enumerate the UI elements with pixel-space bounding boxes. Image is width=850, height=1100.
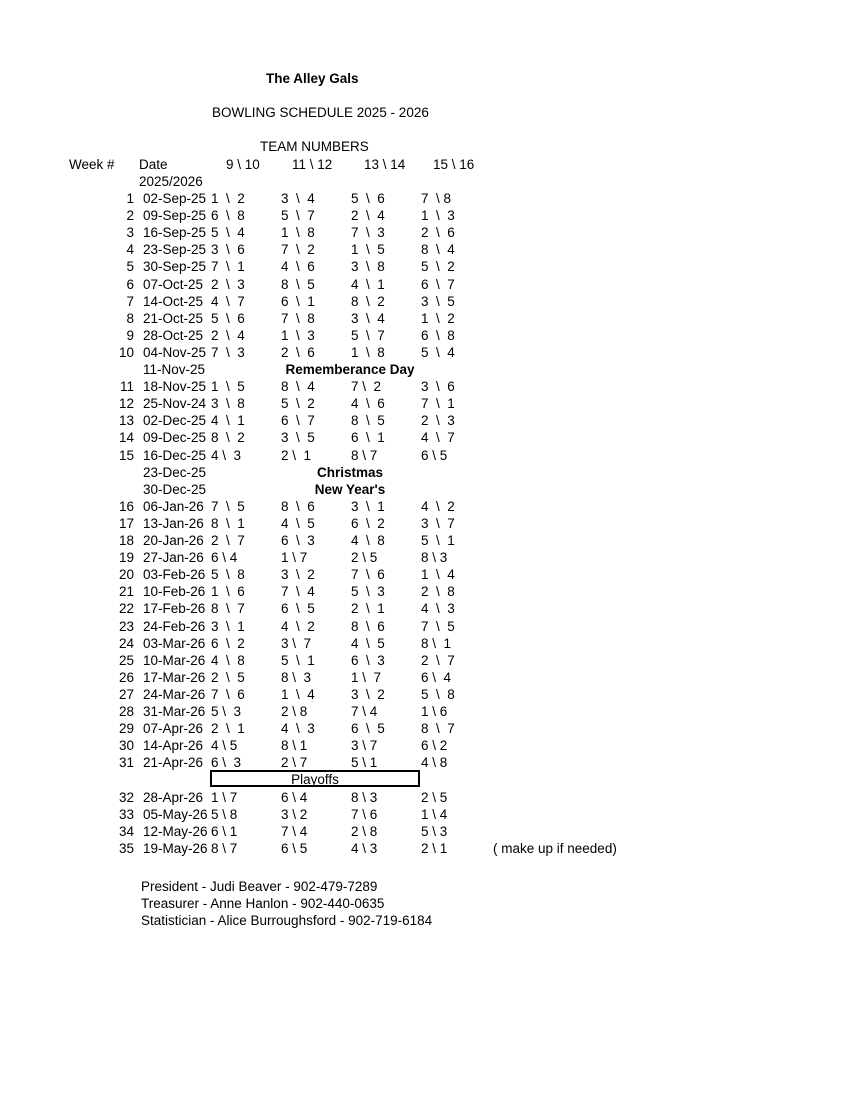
matchup-lanes-15-16: 2 \ 5 bbox=[421, 790, 448, 805]
matchup-lanes-9-10: 4 \ 3 bbox=[211, 448, 242, 463]
match-date: 28-Oct-25 bbox=[143, 328, 204, 343]
match-date: 02-Sep-25 bbox=[143, 191, 207, 206]
matchup-lanes-13-14: 7 \ 3 bbox=[351, 225, 385, 240]
matchup-lanes-11-12: 8 \ 5 bbox=[281, 277, 315, 292]
week-number: 7 bbox=[126, 294, 134, 309]
match-date: 18-Nov-25 bbox=[143, 379, 207, 394]
matchup-lanes-11-12: 6 \ 5 bbox=[281, 841, 308, 856]
match-date: 25-Nov-24 bbox=[143, 396, 207, 411]
week-number: 5 bbox=[126, 259, 134, 274]
matchup-lanes-15-16: 7 \ 1 bbox=[421, 396, 455, 411]
matchup-lanes-13-14: 5 \ 6 bbox=[351, 191, 385, 206]
playoffs-banner bbox=[210, 770, 420, 787]
matchup-lanes-11-12: 5 \ 2 bbox=[281, 396, 315, 411]
matchup-lanes-9-10: 3 \ 8 bbox=[211, 396, 245, 411]
matchup-lanes-13-14: 8 \ 7 bbox=[351, 448, 378, 463]
matchup-lanes-15-16: 2 \ 3 bbox=[421, 413, 455, 428]
matchup-lanes-9-10: 5 \ 6 bbox=[211, 311, 245, 326]
match-date: 20-Jan-26 bbox=[143, 533, 204, 548]
matchup-lanes-15-16: 3 \ 5 bbox=[421, 294, 455, 309]
matchup-lanes-11-12: 1 \ 8 bbox=[281, 225, 315, 240]
week-number: 34 bbox=[118, 824, 134, 839]
matchup-lanes-9-10: 3 \ 6 bbox=[211, 242, 245, 257]
matchup-lanes-15-16: 1 \ 6 bbox=[421, 704, 448, 719]
week-number: 4 bbox=[126, 242, 134, 257]
week-number: 16 bbox=[118, 499, 134, 514]
match-date: 06-Jan-26 bbox=[143, 499, 204, 514]
matchup-lanes-15-16: 6 \ 5 bbox=[421, 448, 448, 463]
matchup-lanes-15-16: 2 \ 1 bbox=[421, 841, 448, 856]
matchup-lanes-11-12: 7 \ 8 bbox=[281, 311, 315, 326]
matchup-lanes-11-12: 8 \ 3 bbox=[281, 670, 312, 685]
matchup-lanes-13-14: 5 \ 7 bbox=[351, 328, 385, 343]
matchup-lanes-13-14: 1 \ 7 bbox=[351, 670, 382, 685]
matchup-lanes-13-14: 6 \ 5 bbox=[351, 721, 385, 736]
matchup-lanes-13-14: 3 \ 1 bbox=[351, 499, 385, 514]
matchup-lanes-13-14: 7 \ 6 bbox=[351, 807, 378, 822]
holiday-label: Rememberance Day bbox=[285, 362, 415, 377]
contact-statistician: Statistician - Alice Burroughsford - 902-719-6184 bbox=[141, 913, 433, 928]
match-date: 21-Apr-26 bbox=[143, 755, 204, 770]
matchup-lanes-13-14: 6 \ 3 bbox=[351, 653, 385, 668]
matchup-lanes-15-16: 2 \ 8 bbox=[421, 584, 455, 599]
week-number: 14 bbox=[118, 430, 134, 445]
matchup-lanes-9-10: 6 \ 1 bbox=[211, 824, 238, 839]
matchup-lanes-9-10: 7 \ 1 bbox=[211, 259, 245, 274]
lane-header-13-14: 13 \ 14 bbox=[364, 157, 406, 172]
matchup-lanes-11-12: 7 \ 4 bbox=[281, 824, 308, 839]
matchup-lanes-11-12: 3 \ 7 bbox=[281, 636, 312, 651]
week-number: 1 bbox=[126, 191, 134, 206]
matchup-lanes-9-10: 5 \ 8 bbox=[211, 567, 245, 582]
matchup-lanes-15-16: 4 \ 2 bbox=[421, 499, 455, 514]
week-number: 6 bbox=[126, 277, 134, 292]
matchup-lanes-11-12: 3 \ 4 bbox=[281, 191, 315, 206]
matchup-lanes-11-12: 5 \ 1 bbox=[281, 653, 315, 668]
matchup-lanes-9-10: 7 \ 6 bbox=[211, 687, 245, 702]
matchup-lanes-13-14: 4 \ 3 bbox=[351, 841, 378, 856]
matchup-lanes-13-14: 3 \ 2 bbox=[351, 687, 385, 702]
matchup-lanes-11-12: 3 \ 2 bbox=[281, 807, 308, 822]
matchup-lanes-11-12: 8 \ 1 bbox=[281, 738, 308, 753]
matchup-lanes-9-10: 4 \ 7 bbox=[211, 294, 245, 309]
match-date: 03-Feb-26 bbox=[143, 567, 206, 582]
matchup-lanes-15-16: 6 \ 2 bbox=[421, 738, 448, 753]
week-number: 26 bbox=[118, 670, 134, 685]
match-date: 14-Oct-25 bbox=[143, 294, 204, 309]
matchup-lanes-13-14: 4 \ 5 bbox=[351, 636, 385, 651]
match-date: 10-Mar-26 bbox=[143, 653, 206, 668]
matchup-lanes-13-14: 1 \ 8 bbox=[351, 345, 385, 360]
holiday-label: New Year's bbox=[314, 482, 386, 497]
matchup-lanes-13-14: 4 \ 8 bbox=[351, 533, 385, 548]
matchup-lanes-15-16: 7 \ 5 bbox=[421, 619, 455, 634]
match-date: 17-Feb-26 bbox=[143, 601, 206, 616]
week-number: 3 bbox=[126, 225, 134, 240]
matchup-lanes-15-16: 5 \ 1 bbox=[421, 533, 455, 548]
week-number: 21 bbox=[118, 584, 134, 599]
match-date: 17-Mar-26 bbox=[143, 670, 206, 685]
team-numbers-label: TEAM NUMBERS bbox=[260, 139, 369, 154]
matchup-lanes-13-14: 7 \ 6 bbox=[351, 567, 385, 582]
matchup-lanes-15-16: 7 \ 8 bbox=[421, 191, 452, 206]
week-number: 18 bbox=[118, 533, 134, 548]
match-date: 27-Jan-26 bbox=[143, 550, 204, 565]
holiday-date: 30-Dec-25 bbox=[143, 482, 207, 497]
week-number: 10 bbox=[118, 345, 134, 360]
match-date: 23-Sep-25 bbox=[143, 242, 207, 257]
holiday-label: Christmas bbox=[316, 465, 384, 480]
matchup-lanes-13-14: 6 \ 2 bbox=[351, 516, 385, 531]
matchup-lanes-11-12: 1 \ 7 bbox=[281, 550, 308, 565]
season-label: 2025/2026 bbox=[139, 174, 203, 189]
week-number: 15 bbox=[118, 448, 134, 463]
match-date: 24-Mar-26 bbox=[143, 687, 206, 702]
matchup-lanes-9-10: 4 \ 1 bbox=[211, 413, 245, 428]
match-date: 02-Dec-25 bbox=[143, 413, 207, 428]
date-column-header: Date bbox=[139, 157, 168, 172]
match-date: 07-Apr-26 bbox=[143, 721, 204, 736]
matchup-lanes-15-16: 1 \ 4 bbox=[421, 567, 455, 582]
week-number: 33 bbox=[118, 807, 134, 822]
matchup-lanes-15-16: 8 \ 1 bbox=[421, 636, 452, 651]
matchup-lanes-9-10: 6 \ 4 bbox=[211, 550, 238, 565]
matchup-lanes-13-14: 2 \ 8 bbox=[351, 824, 378, 839]
matchup-lanes-11-12: 2 \ 7 bbox=[281, 755, 308, 770]
matchup-lanes-9-10: 7 \ 3 bbox=[211, 345, 245, 360]
match-date: 30-Sep-25 bbox=[143, 259, 207, 274]
matchup-lanes-15-16: 3 \ 6 bbox=[421, 379, 455, 394]
week-number: 12 bbox=[118, 396, 134, 411]
match-date: 13-Jan-26 bbox=[143, 516, 204, 531]
matchup-lanes-9-10: 6 \ 8 bbox=[211, 208, 245, 223]
matchup-lanes-13-14: 1 \ 5 bbox=[351, 242, 385, 257]
match-date: 09-Sep-25 bbox=[143, 208, 207, 223]
matchup-lanes-13-14: 6 \ 1 bbox=[351, 430, 385, 445]
matchup-lanes-11-12: 8 \ 6 bbox=[281, 499, 315, 514]
matchup-lanes-13-14: 7 \ 2 bbox=[351, 379, 382, 394]
matchup-lanes-9-10: 4 \ 5 bbox=[211, 738, 238, 753]
matchup-lanes-9-10: 8 \ 7 bbox=[211, 601, 245, 616]
match-date: 04-Nov-25 bbox=[143, 345, 207, 360]
matchup-lanes-15-16: 1 \ 4 bbox=[421, 807, 448, 822]
matchup-lanes-15-16: 5 \ 8 bbox=[421, 687, 455, 702]
match-date: 07-Oct-25 bbox=[143, 277, 204, 292]
week-number: 35 bbox=[118, 841, 134, 856]
matchup-lanes-11-12: 2 \ 6 bbox=[281, 345, 315, 360]
matchup-lanes-13-14: 8 \ 6 bbox=[351, 619, 385, 634]
playoffs-label: Playoffs bbox=[291, 772, 339, 787]
matchup-lanes-13-14: 8 \ 3 bbox=[351, 790, 378, 805]
match-date: 10-Feb-26 bbox=[143, 584, 206, 599]
match-date: 16-Dec-25 bbox=[143, 448, 207, 463]
match-date: 16-Sep-25 bbox=[143, 225, 207, 240]
matchup-lanes-9-10: 8 \ 7 bbox=[211, 841, 238, 856]
matchup-lanes-13-14: 4 \ 1 bbox=[351, 277, 385, 292]
matchup-lanes-15-16: 8 \ 7 bbox=[421, 721, 455, 736]
matchup-lanes-11-12: 6 \ 3 bbox=[281, 533, 315, 548]
matchup-lanes-13-14: 2 \ 5 bbox=[351, 550, 378, 565]
lane-header-11-12: 11 \ 12 bbox=[292, 157, 333, 172]
matchup-lanes-13-14: 5 \ 3 bbox=[351, 584, 385, 599]
matchup-lanes-15-16: 4 \ 7 bbox=[421, 430, 455, 445]
week-number: 8 bbox=[126, 311, 134, 326]
matchup-lanes-11-12: 7 \ 2 bbox=[281, 242, 315, 257]
week-column-header: Week # bbox=[69, 157, 115, 172]
matchup-lanes-9-10: 5 \ 4 bbox=[211, 225, 245, 240]
matchup-lanes-15-16: 2 \ 7 bbox=[421, 653, 455, 668]
week-number: 31 bbox=[118, 755, 134, 770]
matchup-lanes-11-12: 3 \ 5 bbox=[281, 430, 315, 445]
matchup-lanes-15-16: 2 \ 6 bbox=[421, 225, 455, 240]
matchup-lanes-11-12: 8 \ 4 bbox=[281, 379, 315, 394]
match-date: 19-May-26 bbox=[143, 841, 208, 856]
week-number: 2 bbox=[126, 208, 134, 223]
matchup-lanes-15-16: 1 \ 3 bbox=[421, 208, 455, 223]
matchup-lanes-9-10: 4 \ 8 bbox=[211, 653, 245, 668]
match-date: 21-Oct-25 bbox=[143, 311, 204, 326]
matchup-lanes-9-10: 2 \ 3 bbox=[211, 277, 245, 292]
matchup-lanes-13-14: 7 \ 4 bbox=[351, 704, 378, 719]
week-number: 20 bbox=[118, 567, 134, 582]
matchup-lanes-15-16: 6 \ 4 bbox=[421, 670, 452, 685]
matchup-lanes-9-10: 5 \ 3 bbox=[211, 704, 242, 719]
week-number: 22 bbox=[118, 601, 134, 616]
matchup-lanes-11-12: 6 \ 4 bbox=[281, 790, 308, 805]
matchup-lanes-13-14: 3 \ 4 bbox=[351, 311, 385, 326]
matchup-lanes-13-14: 5 \ 1 bbox=[351, 755, 378, 770]
match-date: 28-Apr-26 bbox=[143, 790, 204, 805]
matchup-lanes-15-16: 5 \ 3 bbox=[421, 824, 448, 839]
match-date: 14-Apr-26 bbox=[143, 738, 204, 753]
matchup-lanes-15-16: 1 \ 2 bbox=[421, 311, 455, 326]
matchup-lanes-9-10: 3 \ 1 bbox=[211, 619, 245, 634]
matchup-lanes-11-12: 4 \ 2 bbox=[281, 619, 315, 634]
matchup-lanes-15-16: 8 \ 3 bbox=[421, 550, 448, 565]
matchup-lanes-11-12: 4 \ 3 bbox=[281, 721, 315, 736]
lane-header-15-16: 15 \ 16 bbox=[433, 157, 475, 172]
matchup-lanes-9-10: 1 \ 2 bbox=[211, 191, 245, 206]
holiday-date: 11-Nov-25 bbox=[143, 362, 206, 377]
matchup-lanes-15-16: 3 \ 7 bbox=[421, 516, 455, 531]
schedule-title: BOWLING SCHEDULE 2025 - 2026 bbox=[212, 105, 429, 120]
league-title: The Alley Gals bbox=[266, 71, 359, 86]
week-number: 17 bbox=[118, 516, 134, 531]
makeup-note: ( make up if needed) bbox=[493, 841, 617, 856]
week-number: 32 bbox=[118, 790, 134, 805]
matchup-lanes-9-10: 1 \ 5 bbox=[211, 379, 245, 394]
matchup-lanes-11-12: 6 \ 7 bbox=[281, 413, 315, 428]
week-number: 30 bbox=[118, 738, 134, 753]
week-number: 25 bbox=[118, 653, 134, 668]
matchup-lanes-9-10: 2 \ 4 bbox=[211, 328, 245, 343]
matchup-lanes-9-10: 6 \ 2 bbox=[211, 636, 245, 651]
matchup-lanes-9-10: 5 \ 8 bbox=[211, 807, 238, 822]
week-number: 9 bbox=[126, 328, 134, 343]
week-number: 27 bbox=[118, 687, 134, 702]
matchup-lanes-15-16: 5 \ 2 bbox=[421, 259, 455, 274]
match-date: 12-May-26 bbox=[143, 824, 208, 839]
matchup-lanes-9-10: 2 \ 5 bbox=[211, 670, 245, 685]
matchup-lanes-9-10: 8 \ 1 bbox=[211, 516, 245, 531]
matchup-lanes-11-12: 1 \ 4 bbox=[281, 687, 315, 702]
matchup-lanes-9-10: 1 \ 6 bbox=[211, 584, 245, 599]
matchup-lanes-15-16: 4 \ 3 bbox=[421, 601, 455, 616]
matchup-lanes-15-16: 5 \ 4 bbox=[421, 345, 455, 360]
matchup-lanes-11-12: 6 \ 1 bbox=[281, 294, 315, 309]
matchup-lanes-9-10: 1 \ 7 bbox=[211, 790, 238, 805]
matchup-lanes-13-14: 4 \ 6 bbox=[351, 396, 385, 411]
matchup-lanes-11-12: 2 \ 8 bbox=[281, 704, 308, 719]
matchup-lanes-11-12: 3 \ 2 bbox=[281, 567, 315, 582]
match-date: 24-Feb-26 bbox=[143, 619, 206, 634]
contact-president: President - Judi Beaver - 902-479-7289 bbox=[141, 879, 378, 894]
contact-treasurer: Treasurer - Anne Hanlon - 902-440-0635 bbox=[141, 896, 385, 911]
matchup-lanes-9-10: 7 \ 5 bbox=[211, 499, 245, 514]
match-date: 05-May-26 bbox=[143, 807, 208, 822]
week-number: 19 bbox=[118, 550, 134, 565]
match-date: 09-Dec-25 bbox=[143, 430, 207, 445]
week-number: 28 bbox=[118, 704, 134, 719]
matchup-lanes-15-16: 6 \ 8 bbox=[421, 328, 455, 343]
matchup-lanes-13-14: 2 \ 1 bbox=[351, 601, 385, 616]
matchup-lanes-11-12: 1 \ 3 bbox=[281, 328, 315, 343]
matchup-lanes-15-16: 6 \ 7 bbox=[421, 277, 455, 292]
matchup-lanes-13-14: 8 \ 2 bbox=[351, 294, 385, 309]
matchup-lanes-11-12: 6 \ 5 bbox=[281, 601, 315, 616]
matchup-lanes-9-10: 2 \ 1 bbox=[211, 721, 245, 736]
matchup-lanes-13-14: 2 \ 4 bbox=[351, 208, 385, 223]
matchup-lanes-13-14: 3 \ 7 bbox=[351, 738, 378, 753]
matchup-lanes-9-10: 8 \ 2 bbox=[211, 430, 245, 445]
matchup-lanes-11-12: 5 \ 7 bbox=[281, 208, 315, 223]
holiday-date: 23-Dec-25 bbox=[143, 465, 207, 480]
lane-header-9-10: 9 \ 10 bbox=[226, 157, 260, 172]
week-number: 13 bbox=[118, 413, 134, 428]
week-number: 29 bbox=[118, 721, 134, 736]
week-number: 23 bbox=[118, 619, 134, 634]
match-date: 31-Mar-26 bbox=[143, 704, 206, 719]
matchup-lanes-13-14: 3 \ 8 bbox=[351, 259, 385, 274]
matchup-lanes-11-12: 4 \ 5 bbox=[281, 516, 315, 531]
match-date: 03-Mar-26 bbox=[143, 636, 206, 651]
matchup-lanes-15-16: 8 \ 4 bbox=[421, 242, 455, 257]
matchup-lanes-11-12: 2 \ 1 bbox=[281, 448, 312, 463]
week-number: 24 bbox=[118, 636, 134, 651]
matchup-lanes-15-16: 4 \ 8 bbox=[421, 755, 448, 770]
week-number: 11 bbox=[119, 379, 134, 394]
matchup-lanes-11-12: 7 \ 4 bbox=[281, 584, 315, 599]
matchup-lanes-9-10: 2 \ 7 bbox=[211, 533, 245, 548]
matchup-lanes-13-14: 8 \ 5 bbox=[351, 413, 385, 428]
matchup-lanes-9-10: 6 \ 3 bbox=[211, 755, 242, 770]
matchup-lanes-11-12: 4 \ 6 bbox=[281, 259, 315, 274]
